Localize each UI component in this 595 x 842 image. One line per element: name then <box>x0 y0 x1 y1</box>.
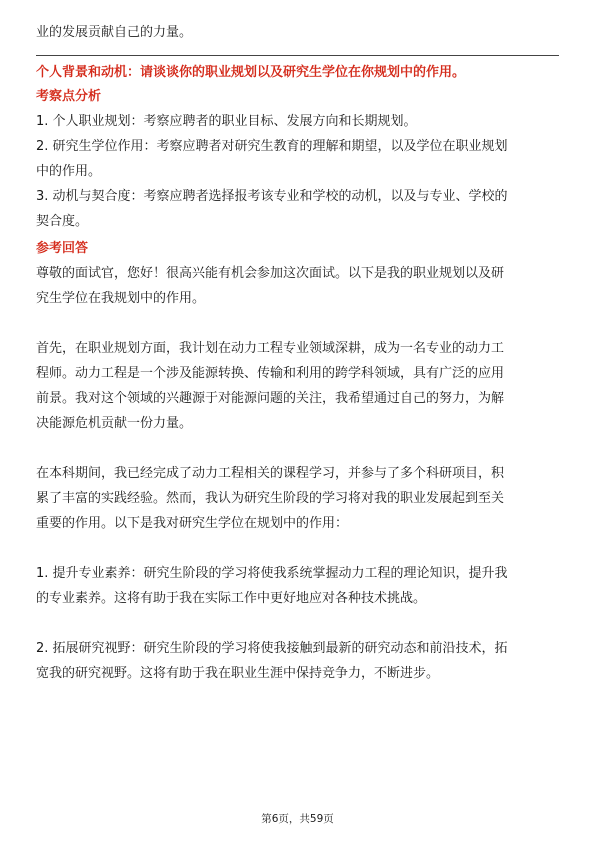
text-line: 究生学位在我规划中的作用。 <box>36 291 206 306</box>
analysis-item <box>36 134 559 184</box>
analysis-title: 考察点分析 <box>36 89 102 104</box>
text-line: 决能源危机贡献一份力量。 <box>36 416 193 431</box>
text-line: 的专业素养。这将有助于我在实际工作中更好地应对各种技术挑战。 <box>36 591 427 606</box>
text-line: 3. 动机与契合度：考察应聘者选择报考该专业和学校的动机，以及与专业、学校的 <box>36 189 508 204</box>
continued-text: 业的发展贡献自己的力量。 <box>36 25 193 40</box>
text-line: 宽我的研究视野。这将有助于我在职业生涯中保持竞争力，不断进步。 <box>36 666 440 681</box>
text-line: 2. 拓展研究视野：研究生阶段的学习将使我接触到最新的研究动态和前沿技术，拓 <box>36 641 508 656</box>
text-line: 契合度。 <box>36 214 89 229</box>
analysis-list <box>36 109 559 234</box>
page-number-footer: 第6页，共59页 <box>261 813 334 825</box>
answer-body <box>36 261 559 686</box>
text-line: 程师。动力工程是一个涉及能源转换、传输和利用的跨学科领域，具有广泛的应用 <box>36 366 505 381</box>
text-line: 1. 个人职业规划：考察应聘者的职业目标、发展方向和长期规划。 <box>36 114 417 129</box>
answer-paragraph <box>36 461 559 536</box>
text-line: 2. 研究生学位作用：考察应聘者对研究生教育的理解和期望，以及学位在职业规划 <box>36 139 508 154</box>
answer-paragraph <box>36 636 559 686</box>
text-line: 重要的作用。以下是我对研究生学位在规划中的作用： <box>36 516 349 531</box>
text-line: 在本科期间，我已经完成了动力工程相关的课程学习，并参与了多个科研项目，积 <box>36 466 505 481</box>
answer-paragraph <box>36 261 559 311</box>
section-divider <box>36 55 559 56</box>
text-line: 1. 提升专业素养：研究生阶段的学习将使我系统掌握动力工程的理论知识，提升我 <box>36 566 508 581</box>
answer-title: 参考回答 <box>36 241 89 256</box>
text-line: 尊敬的面试官，您好！很高兴能有机会参加这次面试。以下是我的职业规划以及研 <box>36 266 505 281</box>
question-heading: 个人背景和动机：请谈谈你的职业规划以及研究生学位在你规划中的作用。 <box>36 65 466 80</box>
page-content <box>36 20 559 686</box>
text-line: 首先，在职业规划方面，我计划在动力工程专业领域深耕，成为一名专业的动力工 <box>36 341 505 356</box>
analysis-item <box>36 109 559 134</box>
text-line: 中的作用。 <box>36 164 102 179</box>
answer-paragraph <box>36 561 559 611</box>
text-line: 前景。我对这个领域的兴趣源于对能源问题的关注，我希望通过自己的努力，为解 <box>36 391 505 406</box>
analysis-item <box>36 184 559 234</box>
text-line: 累了丰富的实践经验。然而，我认为研究生阶段的学习将对我的职业发展起到至关 <box>36 491 505 506</box>
answer-paragraph <box>36 336 559 436</box>
